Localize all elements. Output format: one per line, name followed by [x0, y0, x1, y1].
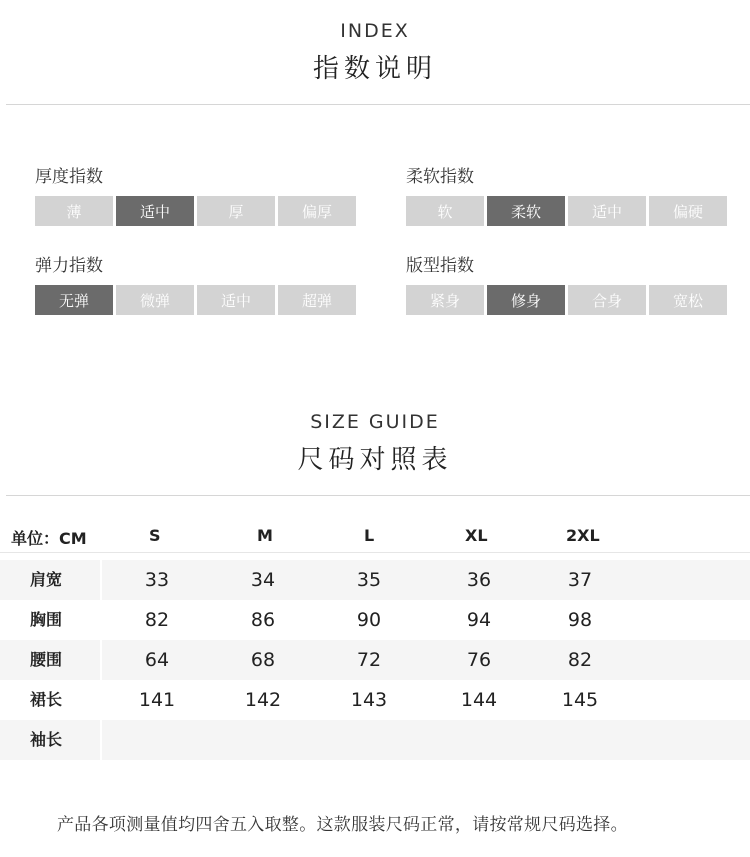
row-label: 胸围 [30, 610, 63, 629]
table-cell: 143 [350, 689, 388, 711]
index-group-softness [406, 166, 727, 226]
table-cell [339, 720, 399, 760]
index-label: 弹力指数 [35, 256, 103, 276]
size-table-header [0, 520, 750, 553]
index-option: 柔软 [487, 196, 565, 226]
index-option: 微弹 [116, 285, 194, 315]
table-cell [449, 720, 509, 760]
size-guide-header [0, 411, 750, 476]
row-label: 腰围 [30, 650, 63, 669]
table-cell [127, 720, 187, 760]
table-row [0, 680, 750, 720]
index-option: 厚 [197, 196, 275, 226]
index-option: 偏厚 [278, 196, 356, 226]
size-header-l: L [364, 526, 375, 545]
index-option: 软 [406, 196, 484, 226]
index-option: 适中 [568, 196, 646, 226]
index-options [406, 285, 727, 315]
table-cell: 141 [138, 689, 176, 711]
table-row [0, 720, 750, 760]
table-cell: 35 [356, 569, 382, 591]
table-cell: 82 [144, 609, 170, 631]
table-cell: 144 [460, 689, 498, 711]
size-header-2xl: 2XL [566, 526, 600, 545]
size-header-m: M [257, 526, 273, 545]
table-cell: 86 [250, 609, 276, 631]
row-label: 袖长 [30, 730, 63, 749]
table-cell: 145 [561, 689, 599, 711]
table-cell: 34 [250, 569, 276, 591]
table-cell [550, 720, 610, 760]
index-option: 薄 [35, 196, 113, 226]
table-cell: 72 [356, 649, 382, 671]
row-divider [100, 640, 102, 680]
index-title-cn: 指数说明 [312, 54, 437, 84]
row-divider [100, 720, 102, 760]
unit-label: 单位：CM [11, 529, 87, 548]
size-guide-title-en: SIZE GUIDE [310, 411, 440, 433]
index-group-fit [406, 255, 727, 315]
index-options [35, 285, 356, 315]
index-options [35, 196, 356, 226]
index-option: 合身 [568, 285, 646, 315]
table-cell: 94 [466, 609, 492, 631]
row-divider [100, 560, 102, 600]
index-divider [6, 104, 750, 105]
table-cell: 36 [466, 569, 492, 591]
index-group-thickness [35, 166, 356, 226]
index-option: 无弹 [35, 285, 113, 315]
table-cell: 76 [466, 649, 492, 671]
table-cell: 90 [356, 609, 382, 631]
table-row [0, 600, 750, 640]
index-option: 偏硬 [649, 196, 727, 226]
table-cell: 64 [144, 649, 170, 671]
size-guide-divider [6, 495, 750, 496]
index-options [406, 196, 727, 226]
index-option: 适中 [116, 196, 194, 226]
table-cell [233, 720, 293, 760]
size-header-s: S [149, 526, 161, 545]
row-label: 裙长 [30, 690, 63, 709]
size-note: 产品各项测量值均四舍五入取整。这款服装尺码正常，请按常规尺码选择。 [57, 815, 628, 835]
table-row [0, 560, 750, 600]
index-label: 柔软指数 [406, 167, 474, 187]
table-cell: 68 [250, 649, 276, 671]
table-row [0, 640, 750, 680]
index-option: 修身 [487, 285, 565, 315]
index-option: 紧身 [406, 285, 484, 315]
row-label: 肩宽 [30, 570, 63, 589]
table-cell: 37 [567, 569, 593, 591]
index-option: 宽松 [649, 285, 727, 315]
index-title-en: INDEX [340, 20, 410, 42]
size-header-xl: XL [465, 526, 488, 545]
index-option: 适中 [197, 285, 275, 315]
index-option: 超弹 [278, 285, 356, 315]
table-cell: 98 [567, 609, 593, 631]
index-group-elasticity [35, 255, 356, 315]
index-header [0, 20, 750, 85]
table-cell: 33 [144, 569, 170, 591]
table-cell: 142 [244, 689, 282, 711]
index-label: 厚度指数 [35, 167, 103, 187]
table-cell: 82 [567, 649, 593, 671]
index-label: 版型指数 [406, 256, 474, 276]
size-guide-title-cn: 尺码对照表 [297, 445, 453, 475]
